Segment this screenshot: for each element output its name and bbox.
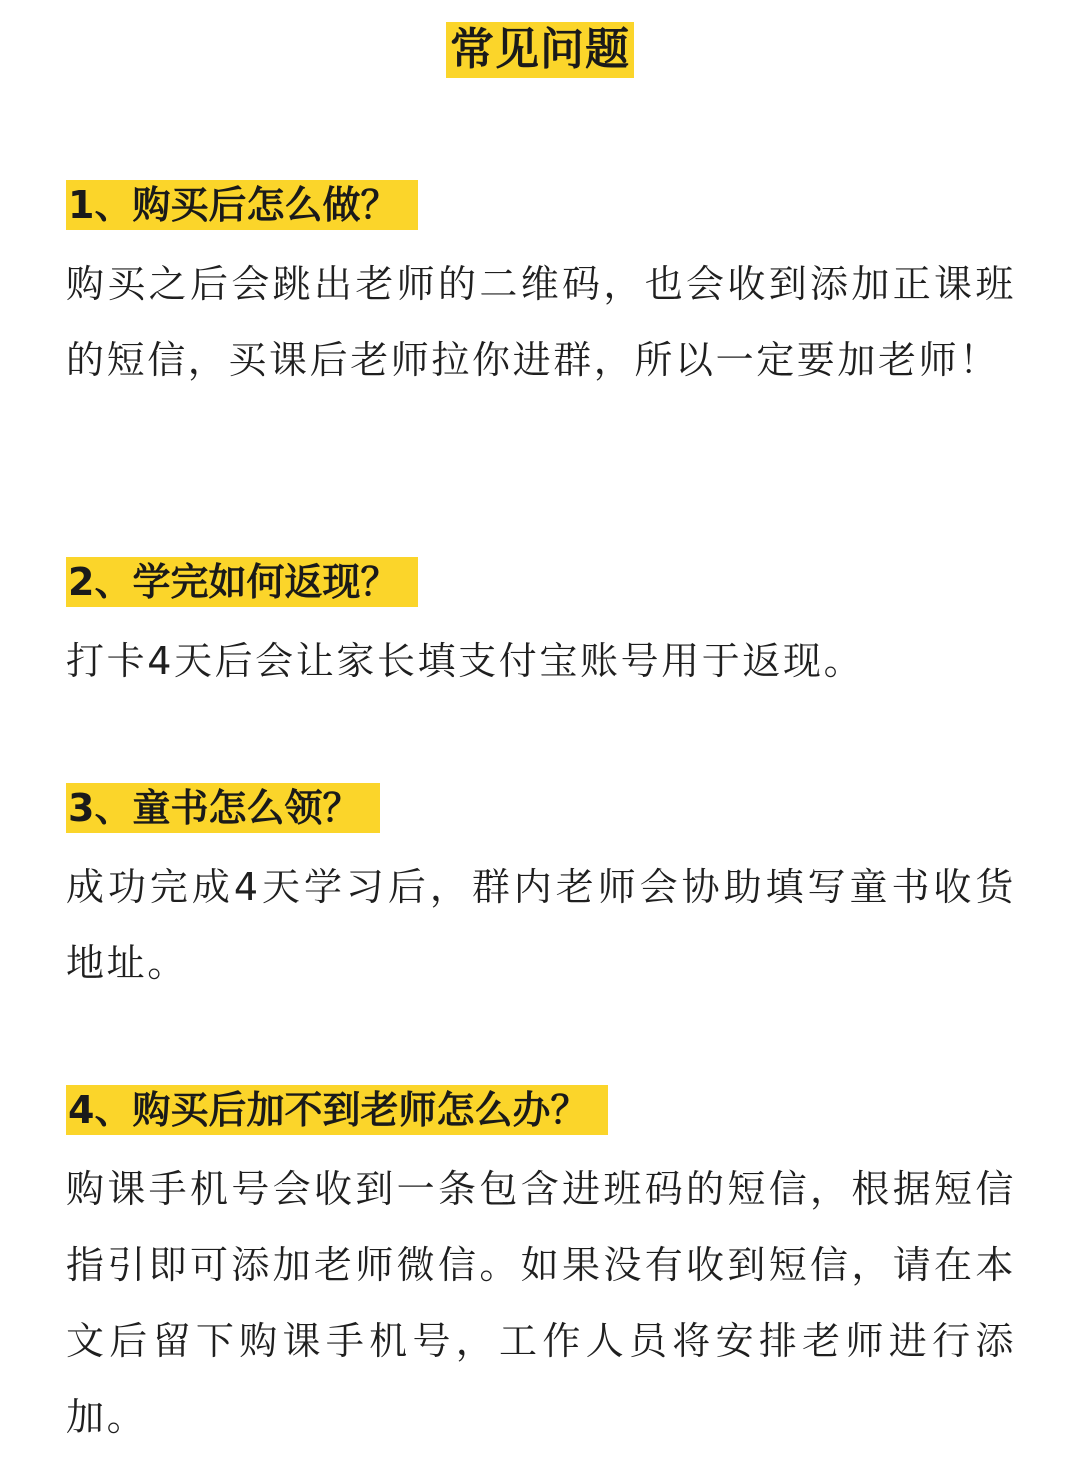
faq-item <box>66 783 1016 1001</box>
faq-question: 3、童书怎么领？ <box>66 783 380 833</box>
faq-question: 1、购买后怎么做？ <box>66 180 418 230</box>
faq-question: 2、学完如何返现？ <box>66 557 418 607</box>
faq-answer: 购买之后会跳出老师的二维码，也会收到添加正课班的短信，买课后老师拉你进群，所以一定要加老师！ <box>66 262 1016 382</box>
faq-answer: 成功完成4天学习后，群内老师会协助填写童书收货地址。 <box>66 865 1016 985</box>
faq-item <box>66 1085 1016 1455</box>
page-header <box>0 22 1080 78</box>
faq-item <box>66 557 1016 699</box>
faq-answer: 打卡4天后会让家长填支付宝账号用于返现。 <box>66 639 865 683</box>
page-title: 常见问题 <box>446 22 634 78</box>
faq-answer: 购课手机号会收到一条包含进班码的短信，根据短信指引即可添加老师微信。如果没有收到短信，请在本文后留下购课手机号，工作人员将安排老师进行添加。 <box>66 1167 1016 1439</box>
faq-item <box>66 180 1016 398</box>
faq-question: 4、购买后加不到老师怎么办？ <box>66 1085 608 1135</box>
